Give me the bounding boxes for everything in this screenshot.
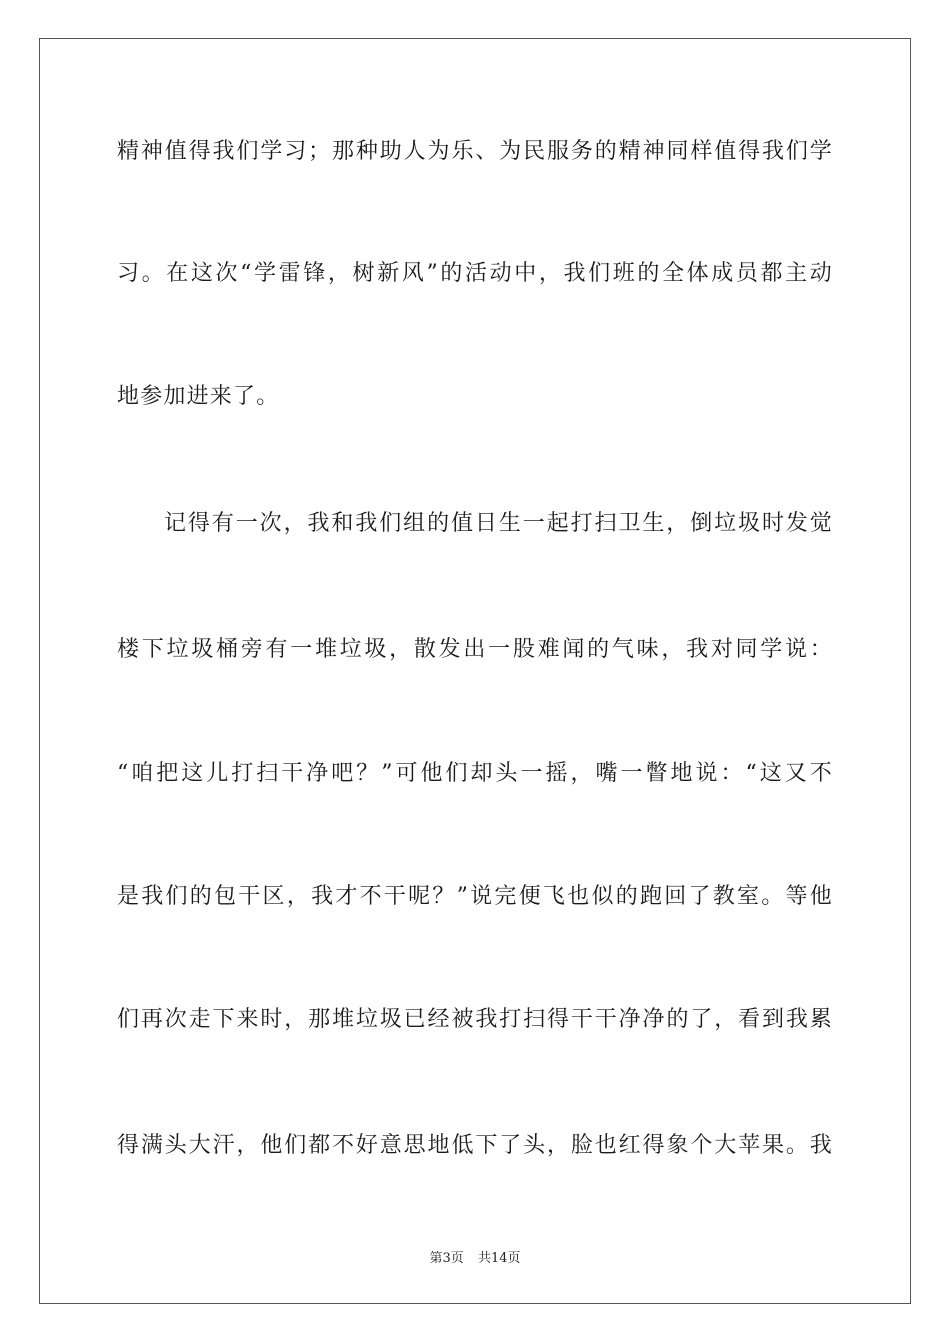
paragraph-line-2: 习。在这次“学雷锋，树新风”的活动中，我们班的全体成员都主动 bbox=[117, 261, 833, 286]
page-footer bbox=[0, 1247, 950, 1266]
paragraph-line-9: 得满头大汗，他们都不好意思地低下了头，脸也红得象个大苹果。我 bbox=[117, 1133, 833, 1158]
paragraph-line-1: 精神值得我们学习；那种助人为乐、为民服务的精神同样值得我们学 bbox=[117, 139, 833, 164]
page-number-total: 共14页 bbox=[477, 1251, 521, 1266]
paragraph-line-6: “咱把这儿打扫干净吧？”可他们却头一摇，嘴一瞥地说：“这又不 bbox=[117, 761, 833, 786]
paragraph-line-4: 记得有一次，我和我们组的值日生一起打扫卫生，倒垃圾时发觉 bbox=[164, 511, 833, 536]
paragraph-line-3: 地参加进来了。 bbox=[117, 384, 280, 409]
paragraph-line-7: 是我们的包干区，我才不干呢？”说完便飞也似的跑回了教室。等他 bbox=[117, 884, 833, 909]
page-frame bbox=[39, 38, 911, 1304]
paragraph-line-8: 们再次走下来时，那堆垃圾已经被我打扫得干干净净的了，看到我累 bbox=[117, 1007, 833, 1032]
page-number-current: 第3页 bbox=[429, 1251, 464, 1266]
paragraph-line-5: 楼下垃圾桶旁有一堆垃圾，散发出一股难闻的气味，我对同学说： bbox=[117, 637, 833, 662]
